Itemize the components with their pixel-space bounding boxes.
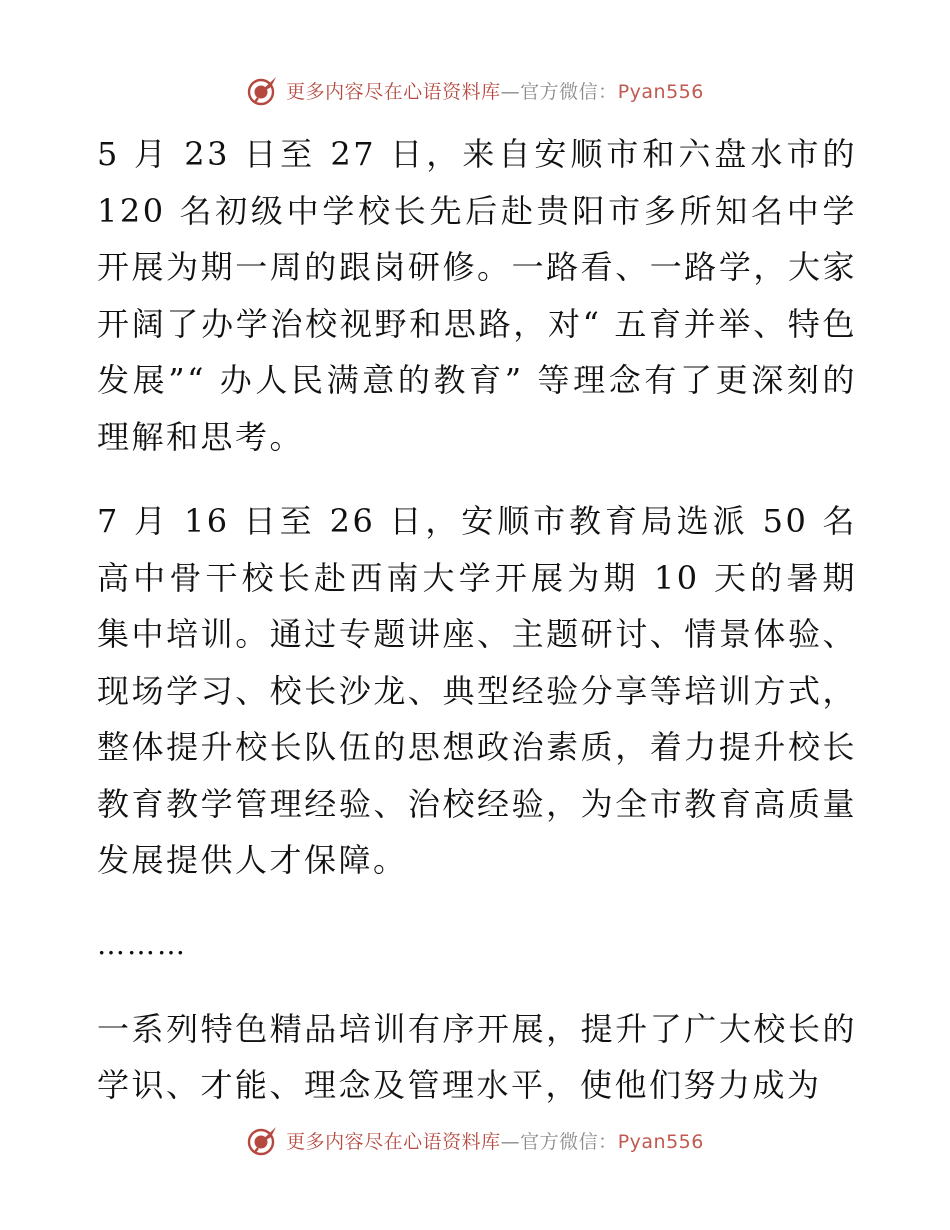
watermark-dash: — bbox=[500, 1130, 521, 1153]
document-body bbox=[97, 126, 857, 1114]
paragraph-1: 5 月 23 日至 27 日，来自安顺市和六盘水市的 120 名初级中学校长先后赴贵阳市多所知名中学开展为期一周的跟岗研修。一路看、一路学，大家开阔了办学治校视野和思路，对“ 五育并举、特色发展”“ 办人民满意的教育” 等理念有了更深刻的理解和思考。 bbox=[97, 135, 857, 456]
watermark-dash: — bbox=[500, 80, 521, 103]
watermark-main: 更多内容尽在心语资料库 bbox=[286, 80, 501, 103]
feather-pen-logo-icon bbox=[246, 1123, 280, 1157]
watermark-main: 更多内容尽在心语资料库 bbox=[286, 1130, 501, 1153]
watermark-label: 官方微信： bbox=[520, 1130, 618, 1153]
paragraph-3: 一系列特色精品培训有序开展，提升了广大校长的学识、才能、理念及管理水平，使他们努力成为 bbox=[97, 1009, 857, 1104]
watermark-id: Pyan556 bbox=[617, 80, 704, 103]
ellipsis-line: ……… bbox=[97, 927, 187, 961]
paragraph-2: 7 月 16 日至 26 日，安顺市教育局选派 50 名高中骨干校长赴西南大学开展为期 10 天的暑期集中培训。通过专题讲座、主题研讨、情景体验、现场学习、校长沙龙、典型经验分享等培训方式，整体提升校长队伍的思想政治素质，着力提升校长教育教学管理经验、治校经验，为全市教育高质量发展提供人才保障。 bbox=[97, 502, 857, 879]
watermark-header bbox=[0, 70, 950, 110]
watermark-footer bbox=[0, 1120, 950, 1160]
watermark-text bbox=[286, 1127, 704, 1154]
watermark-label: 官方微信： bbox=[520, 80, 618, 103]
watermark-text bbox=[286, 77, 704, 104]
feather-pen-logo-icon bbox=[246, 73, 280, 107]
watermark-id: Pyan556 bbox=[617, 1130, 704, 1153]
